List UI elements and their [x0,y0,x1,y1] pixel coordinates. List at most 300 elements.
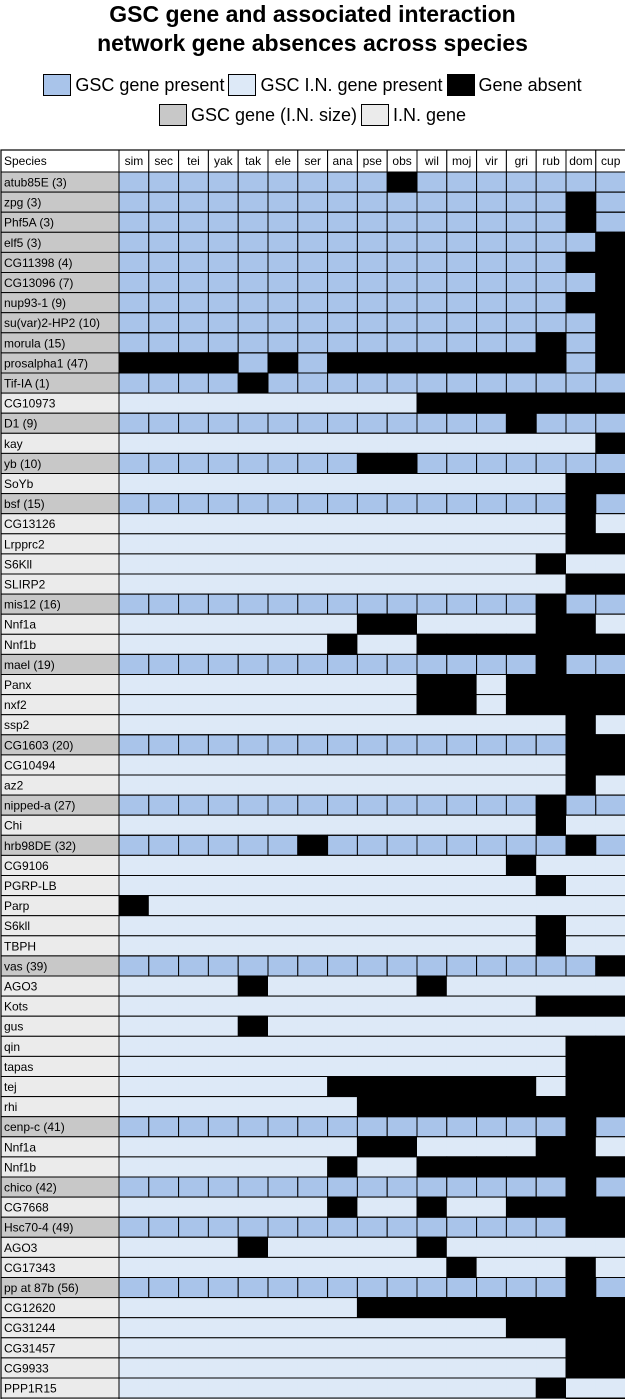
cell-cup-absent [596,1097,625,1117]
cell-pse-present [357,554,387,574]
cell-moj-present [447,433,477,453]
row-label: vas (39) [4,959,48,974]
cell-cup-present [596,1137,625,1157]
cell-rub-present [536,1036,566,1056]
row-label: hrb98DE (32) [4,838,77,853]
cell-obs-present [387,433,417,453]
cell-tei-present [179,252,209,272]
cell-cup-present [596,373,625,393]
cell-moj-present [447,514,477,534]
cell-tei-present [179,293,209,313]
cell-sec-present [149,695,179,715]
cell-obs-present [387,293,417,313]
cell-vir-absent [477,393,507,413]
cell-cup-present [596,614,625,634]
cell-tei-present [179,815,209,835]
row-label: prosalpha1 (47) [4,356,89,371]
cell-tei-present [179,474,209,494]
cell-sim-present [119,1097,149,1117]
cell-sec-present [149,534,179,554]
cell-moj-present [447,1016,477,1036]
cell-sec-present [149,1257,179,1277]
cell-rub-absent [536,916,566,936]
cell-obs-absent [387,1137,417,1157]
cell-ana-present [328,1217,358,1237]
cell-wil-present [417,574,447,594]
cell-ser-present [298,554,328,574]
cell-ser-present [298,735,328,755]
legend-label-gsc-size: GSC gene (I.N. size) [190,105,357,125]
cell-cup-present [596,896,625,916]
cell-ele-present [268,1077,298,1097]
cell-vir-present [477,675,507,695]
cell-obs-present [387,1056,417,1076]
cell-gri-present [506,876,536,896]
cell-yak-present [208,755,238,775]
row-label: Nnf1b [4,637,37,652]
cell-sim-present [119,514,149,534]
cell-gri-present [506,795,536,815]
cell-ser-present [298,1298,328,1318]
cell-cup-absent [596,333,625,353]
cell-vir-present [477,554,507,574]
legend-row-1 [0,70,625,100]
cell-dom-absent [566,755,596,775]
cell-yak-present [208,916,238,936]
cell-gri-present [506,1358,536,1378]
cell-sec-present [149,273,179,293]
cell-gri-absent [506,695,536,715]
cell-vir-present [477,574,507,594]
cell-wil-absent [417,1237,447,1257]
cell-ana-present [328,996,358,1016]
cell-dom-absent [566,1257,596,1277]
column-header-tei: tei [187,154,200,168]
cell-ser-present [298,333,328,353]
cell-ser-present [298,695,328,715]
cell-rub-absent [536,1137,566,1157]
cell-dom-present [566,936,596,956]
cell-vir-present [477,876,507,896]
cell-dom-absent [566,1278,596,1298]
cell-pse-present [357,474,387,494]
cell-pse-present [357,675,387,695]
cell-gri-absent [506,675,536,695]
cell-moj-present [447,232,477,252]
cell-tei-present [179,855,209,875]
cell-gri-present [506,735,536,755]
cell-rub-absent [536,936,566,956]
cell-wil-present [417,614,447,634]
cell-cup-absent [596,1197,625,1217]
row-label: CG13096 (7) [4,276,74,290]
cell-ele-present [268,956,298,976]
row-label: mael (19) [4,657,55,672]
cell-moj-present [447,936,477,956]
cell-sec-present [149,1097,179,1117]
cell-ele-present [268,1257,298,1277]
cell-gri-present [506,1056,536,1076]
cell-tak-present [238,232,268,252]
cell-ana-present [328,172,358,192]
cell-obs-present [387,1036,417,1056]
cell-tei-absent [179,353,209,373]
cell-tak-present [238,795,268,815]
cell-ele-present [268,614,298,634]
cell-moj-present [447,876,477,896]
cell-dom-present [566,433,596,453]
cell-sim-present [119,212,149,232]
cell-gri-present [506,273,536,293]
cell-vir-present [477,614,507,634]
cell-tei-present [179,1358,209,1378]
row-label: Phf5A (3) [4,215,55,230]
cell-ser-present [298,433,328,453]
cell-tei-present [179,735,209,755]
cell-tak-present [238,594,268,614]
cell-wil-present [417,1137,447,1157]
cell-ana-present [328,1358,358,1378]
cell-obs-present [387,252,417,272]
cell-cup-present [596,1237,625,1257]
cell-tei-present [179,695,209,715]
cell-sec-present [149,1077,179,1097]
cell-ele-present [268,1338,298,1358]
cell-sim-present [119,695,149,715]
cell-pse-absent [357,1298,387,1318]
cell-wil-present [417,474,447,494]
cell-rub-present [536,855,566,875]
cell-cup-absent [596,393,625,413]
cell-pse-present [357,715,387,735]
cell-pse-present [357,1117,387,1137]
row-label: CG31457 [4,1341,56,1356]
cell-cup-absent [596,313,625,333]
cell-obs-absent [387,1077,417,1097]
cell-ser-present [298,1157,328,1177]
cell-wil-present [417,514,447,534]
cell-obs-present [387,855,417,875]
row-label: kay [4,436,23,451]
cell-gri-present [506,172,536,192]
cell-rub-present [536,1358,566,1378]
cell-wil-present [417,1117,447,1137]
cell-rub-present [536,474,566,494]
cell-ele-present [268,453,298,473]
legend-swatch-gsc-present [43,74,71,96]
cell-sim-present [119,715,149,735]
cell-gri-present [506,654,536,674]
cell-gri-present [506,252,536,272]
cell-vir-present [477,1137,507,1157]
cell-ana-present [328,1298,358,1318]
cell-pse-present [357,494,387,514]
cell-obs-present [387,1278,417,1298]
cell-moj-absent [447,1257,477,1277]
cell-rub-present [536,273,566,293]
cell-sim-present [119,1016,149,1036]
cell-tei-present [179,333,209,353]
cell-yak-present [208,695,238,715]
cell-vir-present [477,534,507,554]
cell-dom-present [566,413,596,433]
cell-gri-present [506,453,536,473]
row-label: Nnf1a [4,1140,37,1155]
cell-pse-present [357,514,387,534]
cell-gri-present [506,835,536,855]
cell-rub-present [536,1177,566,1197]
cell-ser-present [298,293,328,313]
cell-ser-present [298,795,328,815]
cell-moj-present [447,1318,477,1338]
cell-gri-present [506,293,536,313]
cell-tei-present [179,514,209,534]
cell-yak-present [208,333,238,353]
cell-pse-present [357,293,387,313]
cell-tei-present [179,433,209,453]
cell-ana-present [328,614,358,634]
cell-ser-present [298,1137,328,1157]
cell-yak-present [208,212,238,232]
cell-dom-absent [566,634,596,654]
cell-obs-absent [387,353,417,373]
cell-dom-present [566,896,596,916]
cell-tei-present [179,775,209,795]
cell-yak-present [208,896,238,916]
cell-pse-absent [357,353,387,373]
cell-pse-present [357,574,387,594]
cell-ser-absent [298,835,328,855]
cell-tak-present [238,393,268,413]
cell-vir-present [477,956,507,976]
cell-tei-present [179,1137,209,1157]
cell-gri-present [506,896,536,916]
cell-moj-present [447,916,477,936]
cell-wil-present [417,996,447,1016]
cell-wil-present [417,1036,447,1056]
cell-tak-present [238,1036,268,1056]
cell-sec-present [149,1318,179,1338]
cell-rub-present [536,212,566,232]
cell-obs-present [387,936,417,956]
cell-rub-present [536,172,566,192]
cell-sec-present [149,835,179,855]
cell-yak-present [208,835,238,855]
legend-label-in-present: GSC I.N. gene present [260,75,443,95]
cell-dom-absent [566,474,596,494]
cell-tak-present [238,775,268,795]
cell-ana-present [328,654,358,674]
cell-ele-present [268,876,298,896]
cell-gri-absent [506,1077,536,1097]
cell-tei-present [179,1197,209,1217]
cell-yak-present [208,232,238,252]
cell-yak-present [208,192,238,212]
column-header-yak: yak [213,154,233,168]
cell-obs-present [387,474,417,494]
column-header-tak: tak [245,154,262,168]
cell-pse-present [357,634,387,654]
cell-vir-present [477,212,507,232]
cell-wil-present [417,494,447,514]
cell-tak-present [238,333,268,353]
cell-rub-present [536,433,566,453]
cell-gri-present [506,494,536,514]
column-header-pse: pse [362,154,382,168]
cell-sim-present [119,936,149,956]
cell-pse-present [357,1378,387,1398]
cell-rub-present [536,232,566,252]
cell-sim-present [119,855,149,875]
cell-yak-present [208,1358,238,1378]
row-label: Nnf1b [4,1160,37,1175]
cell-ser-present [298,1358,328,1378]
cell-ana-present [328,534,358,554]
cell-obs-present [387,273,417,293]
cell-moj-absent [447,1157,477,1177]
cell-sim-present [119,755,149,775]
cell-cup-absent [596,1358,625,1378]
cell-ser-present [298,353,328,373]
cell-pse-present [357,1157,387,1177]
cell-ele-present [268,574,298,594]
cell-ana-present [328,494,358,514]
cell-yak-present [208,1338,238,1358]
cell-vir-present [477,1378,507,1398]
cell-tei-present [179,916,209,936]
cell-dom-absent [566,1358,596,1378]
cell-cup-absent [596,1077,625,1097]
cell-obs-present [387,695,417,715]
cell-pse-present [357,433,387,453]
cell-gri-absent [506,634,536,654]
cell-ana-present [328,1257,358,1277]
row-label: yb (10) [4,456,42,471]
cell-ser-present [298,1177,328,1197]
cell-pse-present [357,1217,387,1237]
cell-moj-present [447,1137,477,1157]
cell-yak-present [208,715,238,735]
cell-rub-present [536,494,566,514]
cell-cup-absent [596,695,625,715]
cell-pse-present [357,212,387,232]
cell-ele-present [268,514,298,534]
cell-sim-present [119,1117,149,1137]
cell-ana-absent [328,1077,358,1097]
cell-obs-present [387,815,417,835]
column-header-ana: ana [332,154,353,168]
cell-rub-present [536,976,566,996]
cell-gri-present [506,534,536,554]
cell-sim-present [119,1217,149,1237]
cell-yak-present [208,574,238,594]
cell-ele-present [268,594,298,614]
row-label: Tif-IA (1) [4,376,50,391]
cell-tak-present [238,494,268,514]
cell-pse-absent [357,453,387,473]
row-label: AGO3 [4,1240,38,1255]
cell-vir-present [477,1237,507,1257]
cell-tei-present [179,172,209,192]
cell-moj-present [447,815,477,835]
cell-tak-present [238,654,268,674]
cell-obs-present [387,956,417,976]
cell-yak-present [208,1056,238,1076]
cell-ele-present [268,815,298,835]
cell-ser-present [298,252,328,272]
cell-cup-present [596,1378,625,1398]
column-header-vir: vir [485,154,498,168]
cell-tei-present [179,313,209,333]
cell-rub-present [536,313,566,333]
cell-tak-absent [238,1016,268,1036]
cell-rub-present [536,534,566,554]
cell-pse-present [357,956,387,976]
legend-row-2 [0,100,625,130]
cell-cup-present [596,916,625,936]
cell-tei-present [179,896,209,916]
cell-ele-present [268,654,298,674]
cell-ana-present [328,514,358,534]
cell-yak-absent [208,353,238,373]
cell-vir-absent [477,634,507,654]
cell-rub-present [536,835,566,855]
cell-pse-present [357,996,387,1016]
cell-sec-present [149,1378,179,1398]
cell-moj-present [447,1177,477,1197]
cell-ele-present [268,192,298,212]
cell-vir-present [477,252,507,272]
cell-sec-present [149,876,179,896]
cell-rub-present [536,373,566,393]
cell-obs-absent [387,1097,417,1117]
cell-sim-present [119,293,149,313]
legend-item-in-present [228,73,442,97]
cell-ser-present [298,1338,328,1358]
cell-tak-present [238,252,268,272]
cell-ele-present [268,936,298,956]
cell-pse-present [357,695,387,715]
cell-ele-present [268,1358,298,1378]
cell-sec-present [149,1137,179,1157]
cell-wil-present [417,273,447,293]
cell-obs-present [387,534,417,554]
cell-sec-present [149,232,179,252]
cell-yak-present [208,313,238,333]
cell-ana-present [328,1097,358,1117]
cell-ana-present [328,273,358,293]
cell-wil-present [417,212,447,232]
cell-ele-present [268,1036,298,1056]
cell-pse-present [357,1358,387,1378]
cell-moj-present [447,252,477,272]
cell-sim-absent [119,896,149,916]
cell-sec-present [149,514,179,534]
cell-dom-present [566,373,596,393]
cell-ele-present [268,1157,298,1177]
cell-ser-present [298,1097,328,1117]
cell-tak-present [238,273,268,293]
cell-vir-present [477,835,507,855]
cell-tak-present [238,1056,268,1076]
cell-ele-present [268,1056,298,1076]
cell-moj-present [447,212,477,232]
cell-sec-present [149,1338,179,1358]
cell-sim-present [119,594,149,614]
cell-dom-absent [566,534,596,554]
cell-wil-present [417,453,447,473]
cell-moj-present [447,273,477,293]
